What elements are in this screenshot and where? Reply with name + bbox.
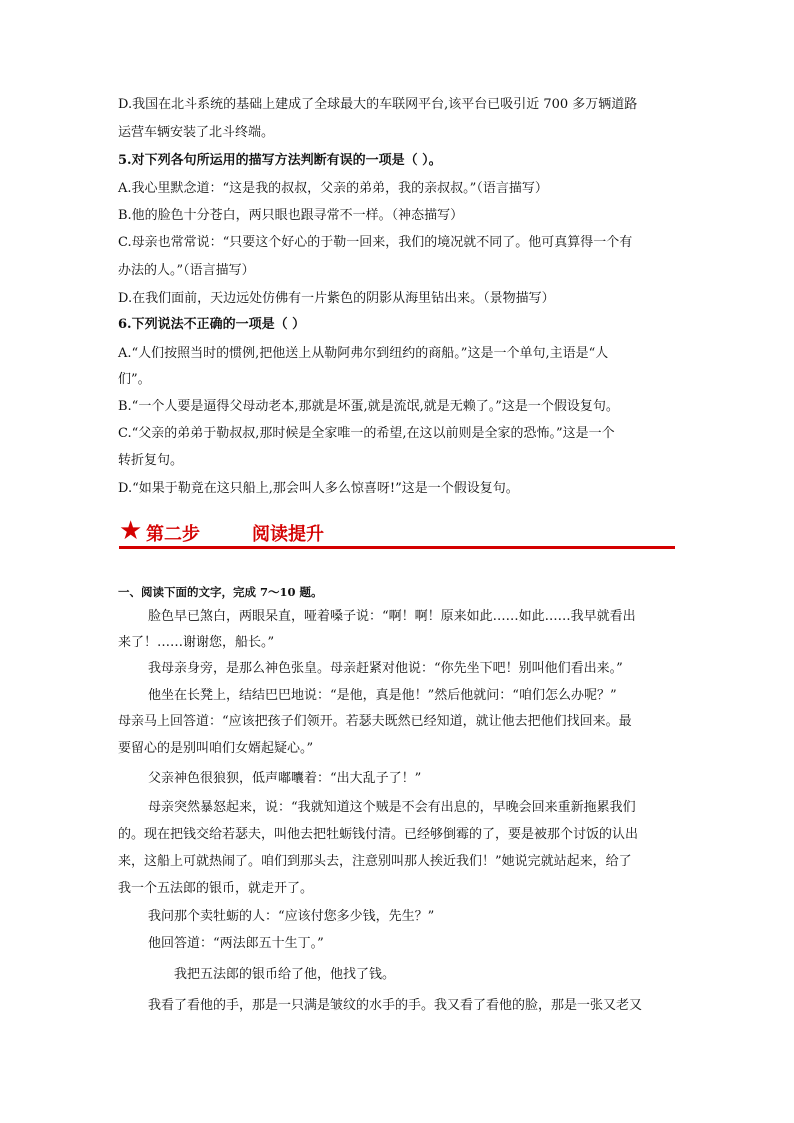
paragraph-3-line1: 他坐在长凳上，结结巴巴地说：“是他，真是他！”然后他就问：“咱们怎么办呢？” — [148, 688, 617, 703]
paragraph-4: 父亲神色很狼狈，低声嘟囔着：“出大乱子了！” — [148, 771, 422, 786]
q4-option-d-line1: D.我国在北斗系统的基础上建成了全球最大的车联网平台,该平台已吸引近 700 多万辆道路 — [118, 97, 638, 112]
q5-option-c-line2: 办法的人。”（语言描写） — [118, 263, 255, 278]
paragraph-9: 我看了看他的手，那是一只满是皱纹的水手的手。我又看了看他的脸，那是一张又老又 — [148, 998, 643, 1013]
paragraph-1-line2: 来了！……谢谢您，船长。” — [118, 635, 275, 650]
paragraph-8: 我把五法郎的银币给了他，他找了钱。 — [174, 967, 396, 982]
q6-option-a-line1: A.“人们按照当时的惯例,把他送上从勒阿弗尔到纽约的商船。”这是一个单句,主语是“人 — [118, 346, 609, 361]
q6-option-a-line2: 们”。 — [118, 372, 151, 387]
paragraph-3-line2: 母亲马上回答道：“应该把孩子们领开。若瑟夫既然已经知道，就让他去把他们找回来。最 — [118, 714, 632, 729]
q6-stem: 6.下列说法不正确的一项是（ ） — [118, 317, 306, 332]
paragraph-5-line3: 来，这船上可就热闹了。咱们到那头去，注意别叫那人挨近我们！”她说完就站起来，给了 — [118, 854, 632, 869]
q5-option-b: B.他的脸色十分苍白，两只眼也跟寻常不一样。（神态描写） — [118, 208, 464, 223]
star-icon: ★ — [119, 516, 143, 546]
paragraph-2: 我母亲身旁，是那么神色张皇。母亲赶紧对他说：“你先坐下吧！别叫他们看出来。” — [148, 661, 623, 676]
q5-stem: 5.对下列各句所运用的描写方法判断有误的一项是（ ）。 — [118, 153, 442, 168]
q5-option-d: D.在我们面前，天边远处仿佛有一片紫色的阴影从海里钻出来。（景物描写） — [118, 291, 555, 306]
paragraph-5-line1: 母亲突然暴怒起来，说：“我就知道这个贼是不会有出息的，早晚会回来重新拖累我们 — [148, 800, 636, 815]
q6-option-d: D.“如果于勒竟在这只船上,那会叫人多么惊喜呀!”这是一个假设复句。 — [118, 481, 519, 496]
q6-option-b: B.“一个人要是逼得父母动老本,那就是坏蛋,就是流氓,就是无赖了。”这是一个假设复句。 — [118, 399, 619, 414]
section-step: 第二步 — [146, 524, 200, 545]
q5-option-a: A.我心里默念道：“这是我的叔叔，父亲的弟弟，我的亲叔叔。”（语言描写） — [118, 181, 548, 196]
section-header — [119, 516, 677, 550]
paragraph-5-line2: 的。现在把钱交给若瑟夫，叫他去把牡蛎钱付清。已经够倒霉的了，要是被那个讨饭的认出 — [118, 827, 639, 842]
paragraph-5-line4: 我一个五法郎的银币，就走开了。 — [118, 881, 314, 896]
section-title: 阅读提升 — [252, 524, 324, 545]
q6-option-c-line2: 转折复句。 — [118, 453, 184, 468]
paragraph-6: 我问那个卖牡蛎的人：“应该付您多少钱，先生？” — [148, 909, 435, 924]
reading-instruction: 一、阅读下面的文字，完成 7～10 题。 — [118, 585, 323, 599]
section-divider — [119, 546, 675, 549]
paragraph-3-line3: 要留心的是别叫咱们女婿起疑心。” — [118, 741, 314, 756]
q4-option-d-line2: 运营车辆安装了北斗终端。 — [118, 125, 275, 140]
paragraph-1-line1: 脸色早已煞白，两眼呆直，哑着嗓子说：“啊！啊！原来如此……如此……我早就看出 — [148, 609, 636, 624]
q5-option-c-line1: C.母亲也常常说：“只要这个好心的于勒一回来，我们的境况就不同了。他可真算得一个有 — [118, 235, 633, 250]
paragraph-7: 他回答道：“两法郎五十生丁。” — [148, 936, 324, 951]
q6-option-c-line1: C.“父亲的弟弟于勒叔叔,那时候是全家唯一的希望,在这以前则是全家的恐怖。”这是一个 — [118, 426, 615, 441]
